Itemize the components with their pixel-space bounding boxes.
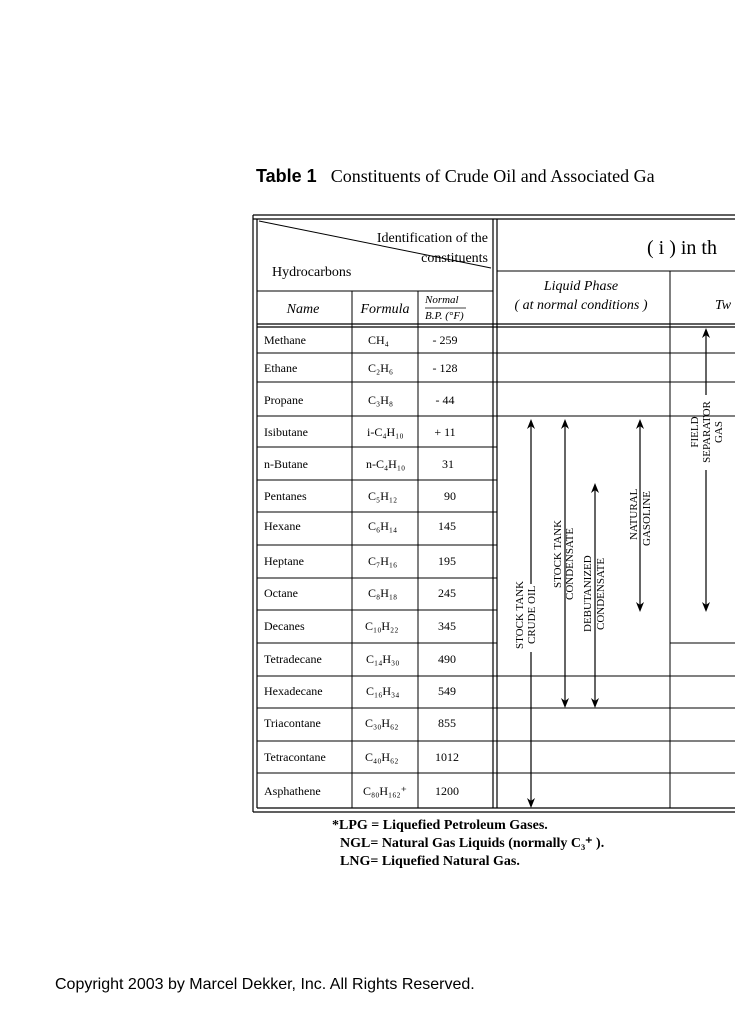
hydrocarbons-header: Hydrocarbons <box>272 265 352 280</box>
cell-formula: i-C₄H₁₀ <box>367 425 404 439</box>
cell-bp: - 128 <box>432 361 458 375</box>
cell-name: Hexadecane <box>264 684 323 698</box>
normal-bp-header: Normal <box>425 294 459 306</box>
cell-formula: C₇H₁₆ <box>368 554 398 568</box>
cell-formula: C₁₄H₃₀ <box>366 652 400 666</box>
row-lines <box>257 353 735 773</box>
cell-name: Methane <box>264 333 306 347</box>
cell-name: Hexane <box>264 519 301 533</box>
cell-formula: C₅H₁₂ <box>368 489 398 503</box>
cell-name: n-Butane <box>264 457 308 471</box>
cell-formula: C₂H₆ <box>368 361 394 375</box>
gasoline-label-2: GASOLINE <box>641 491 653 546</box>
cell-name: Tetracontane <box>264 750 326 764</box>
cell-name: Heptane <box>264 554 304 568</box>
cell-name: Octane <box>264 586 298 600</box>
cell-name: Tetradecane <box>264 652 322 666</box>
debutanized-label-2: CONDENSATE <box>595 557 607 630</box>
liquid-phase-conditions-header: ( at normal conditions ) <box>514 298 648 313</box>
crude-oil-label-1: STOCK TANK <box>514 580 526 649</box>
cell-name: Decanes <box>264 619 305 633</box>
cell-formula: C₄₀H₆₂ <box>365 750 399 764</box>
separator-label: SEPARATOR <box>701 401 713 463</box>
table-title: Constituents of Crude Oil and Associated Ga <box>330 166 655 186</box>
gasoline-label-1: NATURAL <box>628 488 640 540</box>
cell-name: Triacontane <box>264 716 321 730</box>
formula-column-header: Formula <box>360 302 410 317</box>
footnotes <box>332 817 604 871</box>
cell-name: Asphathene <box>264 784 321 798</box>
cell-bp: 549 <box>438 684 456 698</box>
cell-bp: + 11 <box>434 425 456 439</box>
footnote-ngl: NGL= Natural Gas Liquids (normally C₃⁺ ). <box>340 836 605 851</box>
cell-bp: 245 <box>438 586 456 600</box>
cell-name: Propane <box>264 393 304 407</box>
cell-bp: 31 <box>442 457 454 471</box>
copyright-notice: Copyright 2003 by Marcel Dekker, Inc. All Rights Reserved. <box>55 976 475 993</box>
footnote-lpg: *LPG = Liquefied Petroleum Gases. <box>332 818 548 833</box>
cell-bp: 490 <box>438 652 456 666</box>
liquid-phase-header: Liquid Phase <box>543 279 619 294</box>
cell-bp: - 259 <box>432 333 458 347</box>
cell-formula: C₆H₁₄ <box>368 519 398 533</box>
cell-name: Isibutane <box>264 425 308 439</box>
table-label: Table 1 <box>256 166 317 186</box>
normal-bp-unit-header: B.P. (°F) <box>425 310 464 322</box>
cell-formula: C₈₀H₁₆₂⁺ <box>363 784 407 798</box>
cell-bp: 145 <box>438 519 456 533</box>
condensate-label-2: CONDENSATE <box>564 527 576 600</box>
gas-label: GAS <box>713 420 725 444</box>
cell-name: Ethane <box>264 361 298 375</box>
name-column-header: Name <box>286 302 320 317</box>
identification-header: Identification of the <box>376 231 488 246</box>
cell-formula: CH₄ <box>368 333 389 347</box>
two-phase-header: Tw <box>715 298 732 313</box>
cell-bp: 195 <box>438 554 456 568</box>
cell-formula: C₃H₈ <box>368 393 394 407</box>
field-label: FIELD <box>689 416 701 448</box>
crude-oil-label-2: CRUDE OIL <box>526 585 538 644</box>
table-body <box>264 333 459 798</box>
cell-bp: 855 <box>438 716 456 730</box>
footnote-lng: LNG= Liquefied Natural Gas. <box>340 854 520 869</box>
cell-bp: 345 <box>438 619 456 633</box>
cell-formula: C₁₀H₂₂ <box>365 619 399 633</box>
cell-formula: C₈H₁₈ <box>368 586 398 600</box>
cell-bp: 90 <box>444 489 456 503</box>
table-frame <box>253 215 735 812</box>
cell-bp: 1012 <box>435 750 459 764</box>
section-i-header: ( i ) in th <box>647 237 717 259</box>
condensate-label-1: STOCK TANK <box>552 519 564 588</box>
constituents-header: constituents <box>421 251 488 266</box>
cell-formula: n-C₄H₁₀ <box>366 457 406 471</box>
debutanized-label-1: DEBUTANIZED <box>582 555 594 632</box>
cell-name: Pentanes <box>264 489 307 503</box>
cell-formula: C₃₀H₆₂ <box>365 716 399 730</box>
cell-formula: C₁₆H₃₄ <box>366 684 400 698</box>
cell-bp: 1200 <box>435 784 459 798</box>
cell-bp: - 44 <box>435 393 455 407</box>
